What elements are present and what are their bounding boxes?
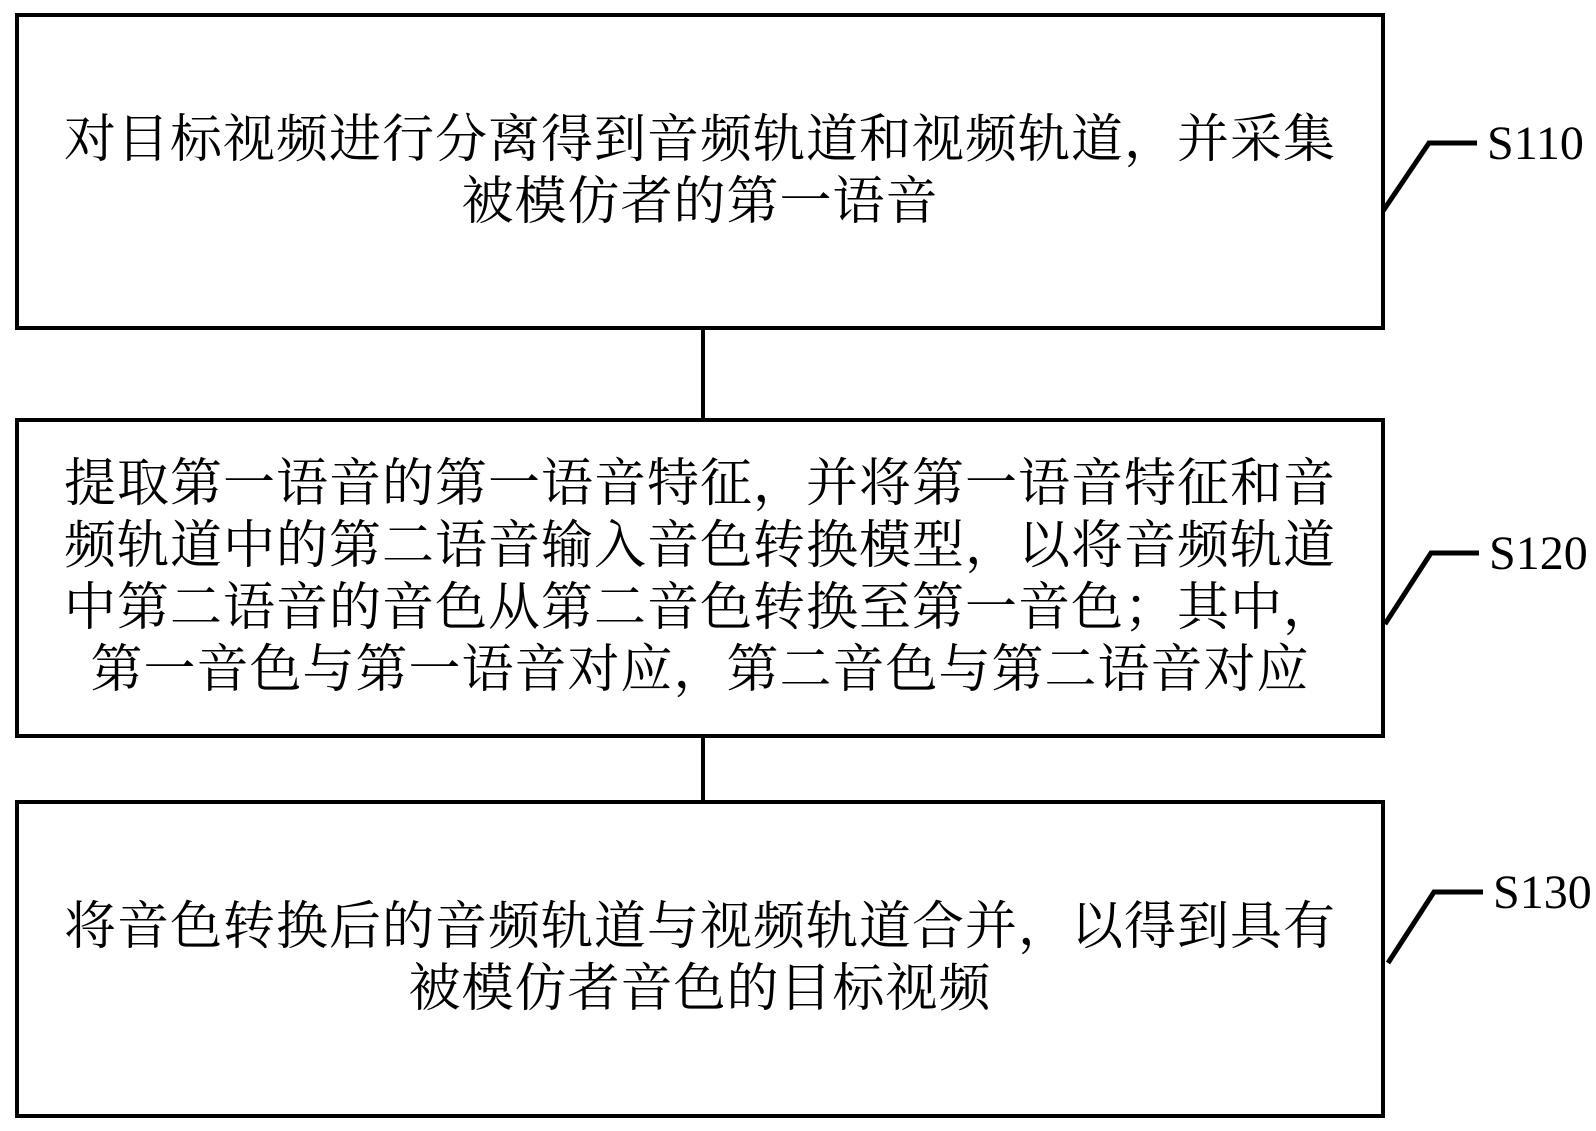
connector-line-1 bbox=[701, 330, 705, 418]
callout-line-s120 bbox=[1385, 553, 1479, 624]
step-text-line: 第一音色与第一语音对应，第二音色与第二语音对应 bbox=[90, 642, 1310, 699]
connector-line-2 bbox=[701, 738, 705, 800]
step-text-line: 被模仿者的第一语音 bbox=[461, 173, 939, 231]
step-text-line: 中第二语音的音色从第二音色转换至第一音色；其中， bbox=[63, 580, 1336, 637]
callout-line-s110 bbox=[1383, 143, 1477, 211]
step-text-line: 提取第一语音的第一语音特征，并将第一语音特征和音 bbox=[63, 456, 1336, 513]
callout-line-s130 bbox=[1388, 892, 1483, 963]
step-text-line: 对目标视频进行分离得到音频轨道和视频轨道，并采集 bbox=[63, 111, 1336, 169]
step-text-line: 频轨道中的第二语音输入音色转换模型，以将音频轨道 bbox=[63, 518, 1336, 575]
step-label-s110: S110 bbox=[1487, 117, 1584, 170]
step-label-s120: S120 bbox=[1489, 527, 1588, 580]
process-box-s110 bbox=[15, 13, 1385, 330]
process-box-s120 bbox=[15, 418, 1385, 738]
step-text-line: 被模仿者音色的目标视频 bbox=[408, 961, 992, 1018]
step-text-line: 将音色转换后的音频轨道与视频轨道合并，以得到具有 bbox=[63, 899, 1336, 956]
process-box-s130 bbox=[15, 800, 1385, 1118]
step-label-s130: S130 bbox=[1493, 866, 1592, 919]
